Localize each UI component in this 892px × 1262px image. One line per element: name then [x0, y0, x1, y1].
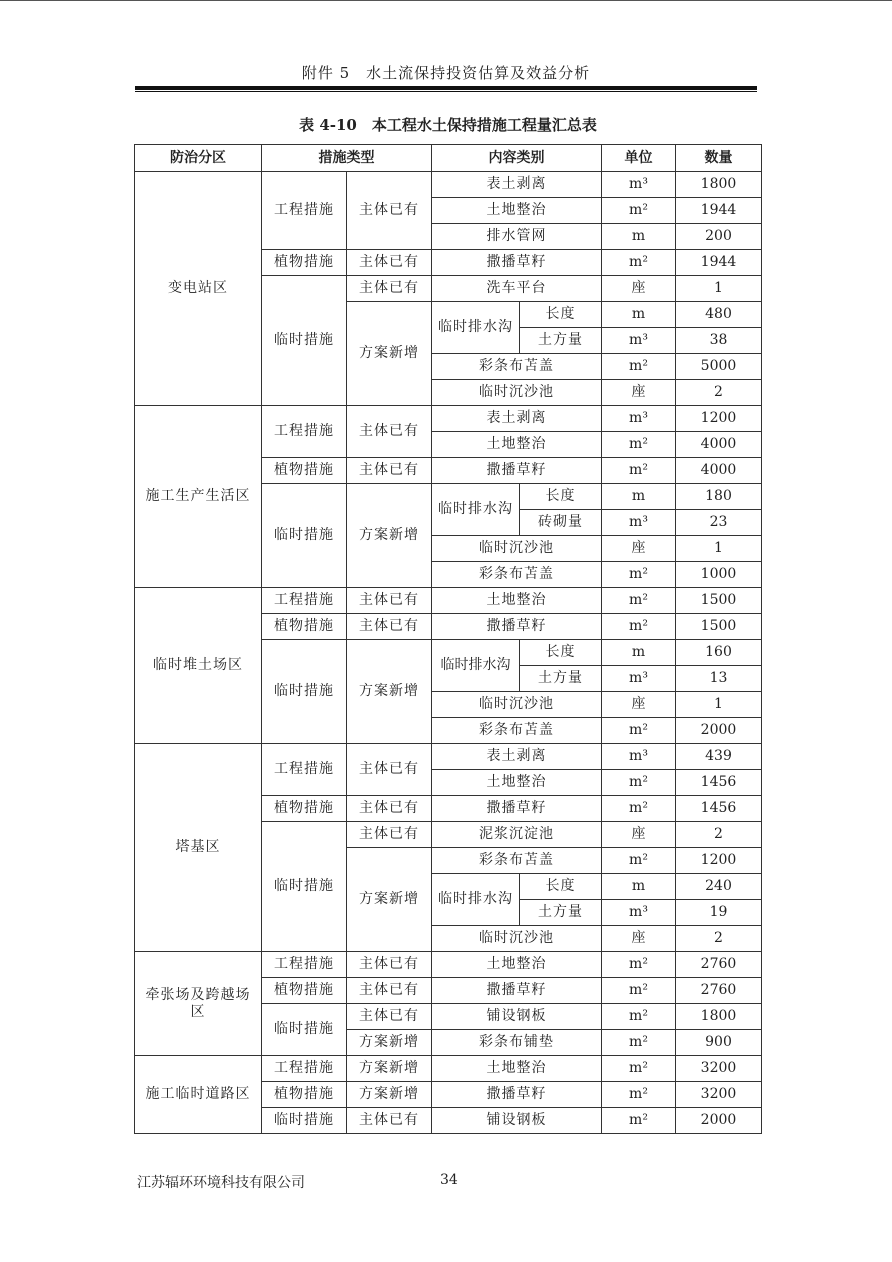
content-cell: 彩条布苫盖: [432, 848, 602, 874]
zone-cell: 施工生产生活区: [135, 406, 262, 588]
quantity-cell: 160: [676, 640, 762, 666]
measure-type-cell: 临时措施: [262, 1004, 347, 1056]
unit-cell: m²: [602, 588, 676, 614]
quantity-cell: 1456: [676, 770, 762, 796]
unit-cell: 座: [602, 536, 676, 562]
table-row: [135, 1056, 762, 1082]
unit-cell: m³: [602, 900, 676, 926]
measure-type-cell: 工程措施: [262, 744, 347, 796]
quantity-cell: 2: [676, 380, 762, 406]
sub-item-cell: 长度: [520, 874, 602, 900]
measure-type-cell: 植物措施: [262, 250, 347, 276]
content-cell: 土地整治: [432, 1056, 602, 1082]
quantity-cell: 1200: [676, 406, 762, 432]
content-cell: 临时沉沙池: [432, 536, 602, 562]
quantity-cell: 480: [676, 302, 762, 328]
source-cell: 主体已有: [347, 172, 432, 250]
content-cell: 彩条布铺垫: [432, 1030, 602, 1056]
measures-summary-table: [134, 144, 762, 1134]
unit-cell: m²: [602, 978, 676, 1004]
measure-type-cell: 工程措施: [262, 172, 347, 250]
sub-item-cell: 长度: [520, 484, 602, 510]
table-caption: 表 4-10 本工程水土保持措施工程量汇总表: [299, 116, 597, 134]
measure-type-cell: 工程措施: [262, 952, 347, 978]
running-header: 附件 5 水土流保持投资估算及效益分析: [301, 64, 591, 82]
unit-cell: m²: [602, 432, 676, 458]
content-cell: 铺设钢板: [432, 1004, 602, 1030]
content-cell: 土地整治: [432, 770, 602, 796]
unit-cell: 座: [602, 276, 676, 302]
unit-cell: m²: [602, 848, 676, 874]
page-number: 34: [440, 1172, 458, 1188]
header-rule-thin: [135, 91, 757, 92]
unit-cell: m²: [602, 562, 676, 588]
quantity-cell: 1456: [676, 796, 762, 822]
measure-type-cell: 植物措施: [262, 1082, 347, 1108]
quantity-cell: 4000: [676, 432, 762, 458]
source-cell: 方案新增: [347, 1082, 432, 1108]
unit-cell: m²: [602, 1108, 676, 1134]
measure-type-cell: 临时措施: [262, 822, 347, 952]
content-cell: 临时沉沙池: [432, 692, 602, 718]
quantity-cell: 4000: [676, 458, 762, 484]
quantity-cell: 2760: [676, 952, 762, 978]
sub-item-cell: 砖砌量: [520, 510, 602, 536]
source-cell: 方案新增: [347, 484, 432, 588]
quantity-cell: 3200: [676, 1056, 762, 1082]
source-cell: 主体已有: [347, 614, 432, 640]
quantity-cell: 2760: [676, 978, 762, 1004]
quantity-cell: 2: [676, 926, 762, 952]
table-row: [135, 588, 762, 614]
quantity-cell: 5000: [676, 354, 762, 380]
measure-type-cell: 植物措施: [262, 458, 347, 484]
quantity-cell: 180: [676, 484, 762, 510]
source-cell: 主体已有: [347, 1004, 432, 1030]
table-row: [135, 172, 762, 198]
quantity-cell: 23: [676, 510, 762, 536]
unit-cell: m: [602, 640, 676, 666]
unit-cell: m³: [602, 172, 676, 198]
unit-cell: m²: [602, 198, 676, 224]
sub-item-cell: 土方量: [520, 666, 602, 692]
content-cell: 洗车平台: [432, 276, 602, 302]
content-cell: 泥浆沉淀池: [432, 822, 602, 848]
content-cell: 表土剥离: [432, 406, 602, 432]
quantity-cell: 1: [676, 692, 762, 718]
zone-cell: 塔基区: [135, 744, 262, 952]
unit-cell: m²: [602, 614, 676, 640]
content-cell: 排水管网: [432, 224, 602, 250]
quantity-cell: 2: [676, 822, 762, 848]
quantity-cell: 240: [676, 874, 762, 900]
header-unit: 单位: [602, 145, 676, 172]
zone-cell: 牵张场及跨越场区: [135, 952, 262, 1056]
table-header-row: [135, 145, 762, 172]
content-cell: 撒播草籽: [432, 250, 602, 276]
source-cell: 方案新增: [347, 1056, 432, 1082]
content-cell: 撒播草籽: [432, 978, 602, 1004]
header-zone: 防治分区: [135, 145, 262, 172]
unit-cell: m²: [602, 796, 676, 822]
sub-item-cell: 长度: [520, 640, 602, 666]
unit-cell: m²: [602, 1056, 676, 1082]
source-cell: 主体已有: [347, 796, 432, 822]
unit-cell: 座: [602, 822, 676, 848]
header-content: 内容类别: [432, 145, 602, 172]
unit-cell: m³: [602, 510, 676, 536]
source-cell: 主体已有: [347, 406, 432, 458]
content-cell: 表土剥离: [432, 744, 602, 770]
source-cell: 主体已有: [347, 458, 432, 484]
measure-type-cell: 临时措施: [262, 276, 347, 406]
source-cell: 方案新增: [347, 640, 432, 744]
source-cell: 主体已有: [347, 276, 432, 302]
quantity-cell: 19: [676, 900, 762, 926]
unit-cell: m³: [602, 666, 676, 692]
source-cell: 主体已有: [347, 744, 432, 796]
measure-type-cell: 植物措施: [262, 796, 347, 822]
quantity-cell: 13: [676, 666, 762, 692]
source-cell: 方案新增: [347, 1030, 432, 1056]
content-cell: 铺设钢板: [432, 1108, 602, 1134]
content-cell: 临时沉沙池: [432, 380, 602, 406]
unit-cell: m: [602, 302, 676, 328]
footer-company: 江苏辐环环境科技有限公司: [137, 1175, 305, 1191]
unit-cell: m²: [602, 770, 676, 796]
unit-cell: 座: [602, 926, 676, 952]
source-cell: 主体已有: [347, 588, 432, 614]
quantity-cell: 2000: [676, 1108, 762, 1134]
measure-type-cell: 工程措施: [262, 406, 347, 458]
unit-cell: m²: [602, 1082, 676, 1108]
unit-cell: m²: [602, 1030, 676, 1056]
content-cell: 撒播草籽: [432, 614, 602, 640]
quantity-cell: 1200: [676, 848, 762, 874]
sub-item-cell: 土方量: [520, 900, 602, 926]
content-cell: 撒播草籽: [432, 1082, 602, 1108]
unit-cell: m: [602, 874, 676, 900]
source-cell: 方案新增: [347, 302, 432, 406]
content-cell: 彩条布苫盖: [432, 562, 602, 588]
quantity-cell: 200: [676, 224, 762, 250]
header-quantity: 数量: [676, 145, 762, 172]
quantity-cell: 2000: [676, 718, 762, 744]
source-cell: 主体已有: [347, 978, 432, 1004]
zone-cell: 变电站区: [135, 172, 262, 406]
unit-cell: m²: [602, 458, 676, 484]
quantity-cell: 1500: [676, 614, 762, 640]
quantity-cell: 1800: [676, 1004, 762, 1030]
quantity-cell: 1000: [676, 562, 762, 588]
source-cell: 方案新增: [347, 848, 432, 952]
unit-cell: m: [602, 224, 676, 250]
content-cell: 临时沉沙池: [432, 926, 602, 952]
content-cell: 撒播草籽: [432, 796, 602, 822]
measure-type-cell: 临时措施: [262, 484, 347, 588]
zone-cell: 临时堆土场区: [135, 588, 262, 744]
header-rule-thick: [135, 86, 757, 90]
unit-cell: m: [602, 484, 676, 510]
unit-cell: 座: [602, 692, 676, 718]
content-cell: 彩条布苫盖: [432, 718, 602, 744]
ditch-cell: 临时排水沟: [432, 640, 520, 692]
content-cell: 土地整治: [432, 952, 602, 978]
quantity-cell: 38: [676, 328, 762, 354]
source-cell: 主体已有: [347, 250, 432, 276]
ditch-cell: 临时排水沟: [432, 484, 520, 536]
measure-type-cell: 植物措施: [262, 978, 347, 1004]
source-cell: 主体已有: [347, 822, 432, 848]
content-cell: 土地整治: [432, 588, 602, 614]
content-cell: 表土剥离: [432, 172, 602, 198]
top-border-line: [0, 0, 892, 1]
content-cell: 土地整治: [432, 198, 602, 224]
zone-cell: 施工临时道路区: [135, 1056, 262, 1134]
source-cell: 主体已有: [347, 1108, 432, 1134]
ditch-cell: 临时排水沟: [432, 874, 520, 926]
unit-cell: m³: [602, 406, 676, 432]
quantity-cell: 439: [676, 744, 762, 770]
quantity-cell: 1500: [676, 588, 762, 614]
sub-item-cell: 长度: [520, 302, 602, 328]
content-cell: 彩条布苫盖: [432, 354, 602, 380]
measure-type-cell: 临时措施: [262, 640, 347, 744]
unit-cell: m²: [602, 250, 676, 276]
source-cell: 主体已有: [347, 952, 432, 978]
table-row: [135, 744, 762, 770]
content-cell: 土地整治: [432, 432, 602, 458]
quantity-cell: 3200: [676, 1082, 762, 1108]
quantity-cell: 1944: [676, 250, 762, 276]
measure-type-cell: 工程措施: [262, 1056, 347, 1082]
table-row: [135, 952, 762, 978]
unit-cell: 座: [602, 380, 676, 406]
unit-cell: m²: [602, 354, 676, 380]
header-measure-type: 措施类型: [262, 145, 432, 172]
content-cell: 撒播草籽: [432, 458, 602, 484]
table-row: [135, 406, 762, 432]
unit-cell: m³: [602, 744, 676, 770]
quantity-cell: 1800: [676, 172, 762, 198]
quantity-cell: 1: [676, 536, 762, 562]
quantity-cell: 1: [676, 276, 762, 302]
unit-cell: m²: [602, 718, 676, 744]
unit-cell: m²: [602, 952, 676, 978]
quantity-cell: 1944: [676, 198, 762, 224]
sub-item-cell: 土方量: [520, 328, 602, 354]
measure-type-cell: 临时措施: [262, 1108, 347, 1134]
unit-cell: m²: [602, 1004, 676, 1030]
measure-type-cell: 工程措施: [262, 588, 347, 614]
ditch-cell: 临时排水沟: [432, 302, 520, 354]
quantity-cell: 900: [676, 1030, 762, 1056]
unit-cell: m³: [602, 328, 676, 354]
measure-type-cell: 植物措施: [262, 614, 347, 640]
